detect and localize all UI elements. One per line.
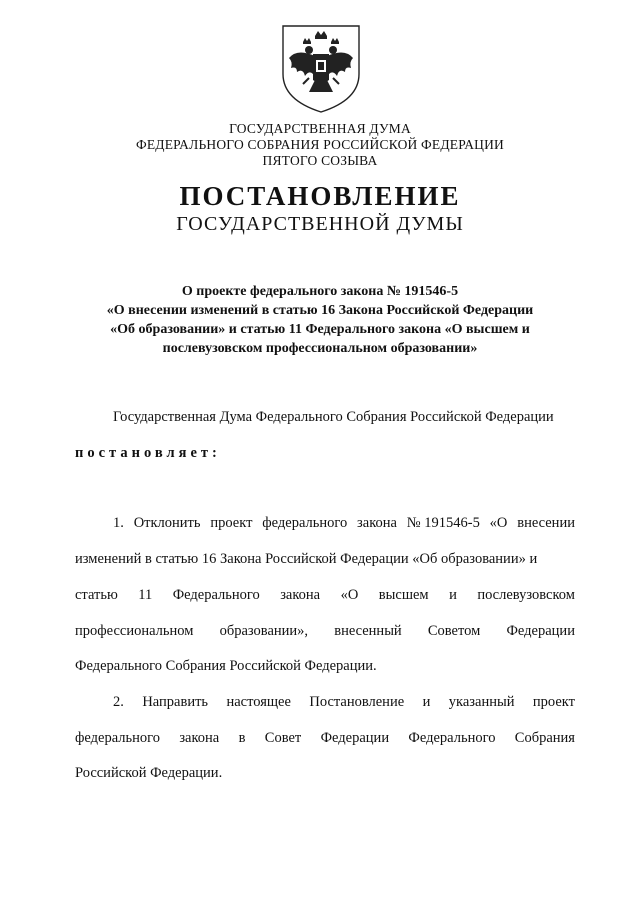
item1-line1 xyxy=(113,513,575,533)
document-title: ПОСТАНОВЛЕНИЕ xyxy=(179,181,461,211)
word: указанный xyxy=(448,694,515,710)
word: образовании», xyxy=(219,623,309,639)
word: внесении xyxy=(517,515,575,531)
word: и xyxy=(449,587,457,603)
resolves-text: постановляет: xyxy=(75,445,221,461)
org-name-line: ФЕДЕРАЛЬНОГО СОБРАНИЯ РОССИЙСКОЙ ФЕДЕРАЦИИ xyxy=(136,137,504,152)
convocation-line: ПЯТОГО СОЗЫВА xyxy=(262,153,378,168)
word: внесенный xyxy=(334,623,402,639)
word: Федерального xyxy=(172,587,260,603)
word: Собрания xyxy=(514,730,575,746)
word: Федерального xyxy=(408,730,496,746)
word: Федерации xyxy=(320,730,390,746)
word: и xyxy=(422,694,431,710)
word: закона xyxy=(357,515,397,531)
word: Постановление xyxy=(309,694,405,710)
word: федерального xyxy=(262,515,348,531)
word: закона xyxy=(179,730,220,746)
item1-line2: изменений в статью 16 Закона Российской Федерации «Об образовании» и xyxy=(75,551,538,567)
preamble-text: Государственная Дума Федерального Собрания Российской Федерации xyxy=(113,409,554,425)
word: настоящее xyxy=(226,694,291,710)
item1-line3 xyxy=(75,585,575,605)
word: «О xyxy=(340,587,359,603)
word: в xyxy=(238,730,246,746)
org-name-line: ГОСУДАРСТВЕННАЯ ДУМА xyxy=(229,121,411,136)
word: проект xyxy=(532,694,575,710)
word: 1. xyxy=(113,515,124,531)
word: профессиональном xyxy=(75,623,194,639)
word: 11 xyxy=(138,587,153,603)
word: № 191546-5 xyxy=(406,515,480,531)
word: Федерации xyxy=(506,623,575,639)
word: 2. xyxy=(113,694,124,710)
item2-line3: Российской Федерации. xyxy=(75,765,223,781)
word: проект xyxy=(210,515,253,531)
word: закона xyxy=(280,587,321,603)
word: Отклонить xyxy=(133,515,201,531)
word: Совет xyxy=(264,730,302,746)
coat-of-arms-emblem xyxy=(275,22,367,114)
word: Направить xyxy=(142,694,209,710)
word: Советом xyxy=(427,623,481,639)
subject-line: О проекте федерального закона № 191546-5 xyxy=(181,284,459,299)
word: послевузовском xyxy=(477,587,575,603)
document-subtitle: ГОСУДАРСТВЕННОЙ ДУМЫ xyxy=(176,213,464,235)
subject-line: «О внесении изменений в статью 16 Закона Российской Федерации xyxy=(106,303,534,318)
item2-line1 xyxy=(113,692,575,712)
subject-line: послевузовском профессиональном образовании» xyxy=(162,341,478,356)
word: «О xyxy=(489,515,508,531)
item2-line2 xyxy=(75,728,575,748)
word: федерального xyxy=(75,730,160,746)
item1-line4 xyxy=(75,621,575,641)
subject-line: «Об образовании» и статью 11 Федерального закона «О высшем и xyxy=(110,322,530,337)
word: статью xyxy=(75,587,118,603)
item1-line5: Федерального Собрания Российской Федерации. xyxy=(75,658,377,674)
word: высшем xyxy=(378,587,429,603)
